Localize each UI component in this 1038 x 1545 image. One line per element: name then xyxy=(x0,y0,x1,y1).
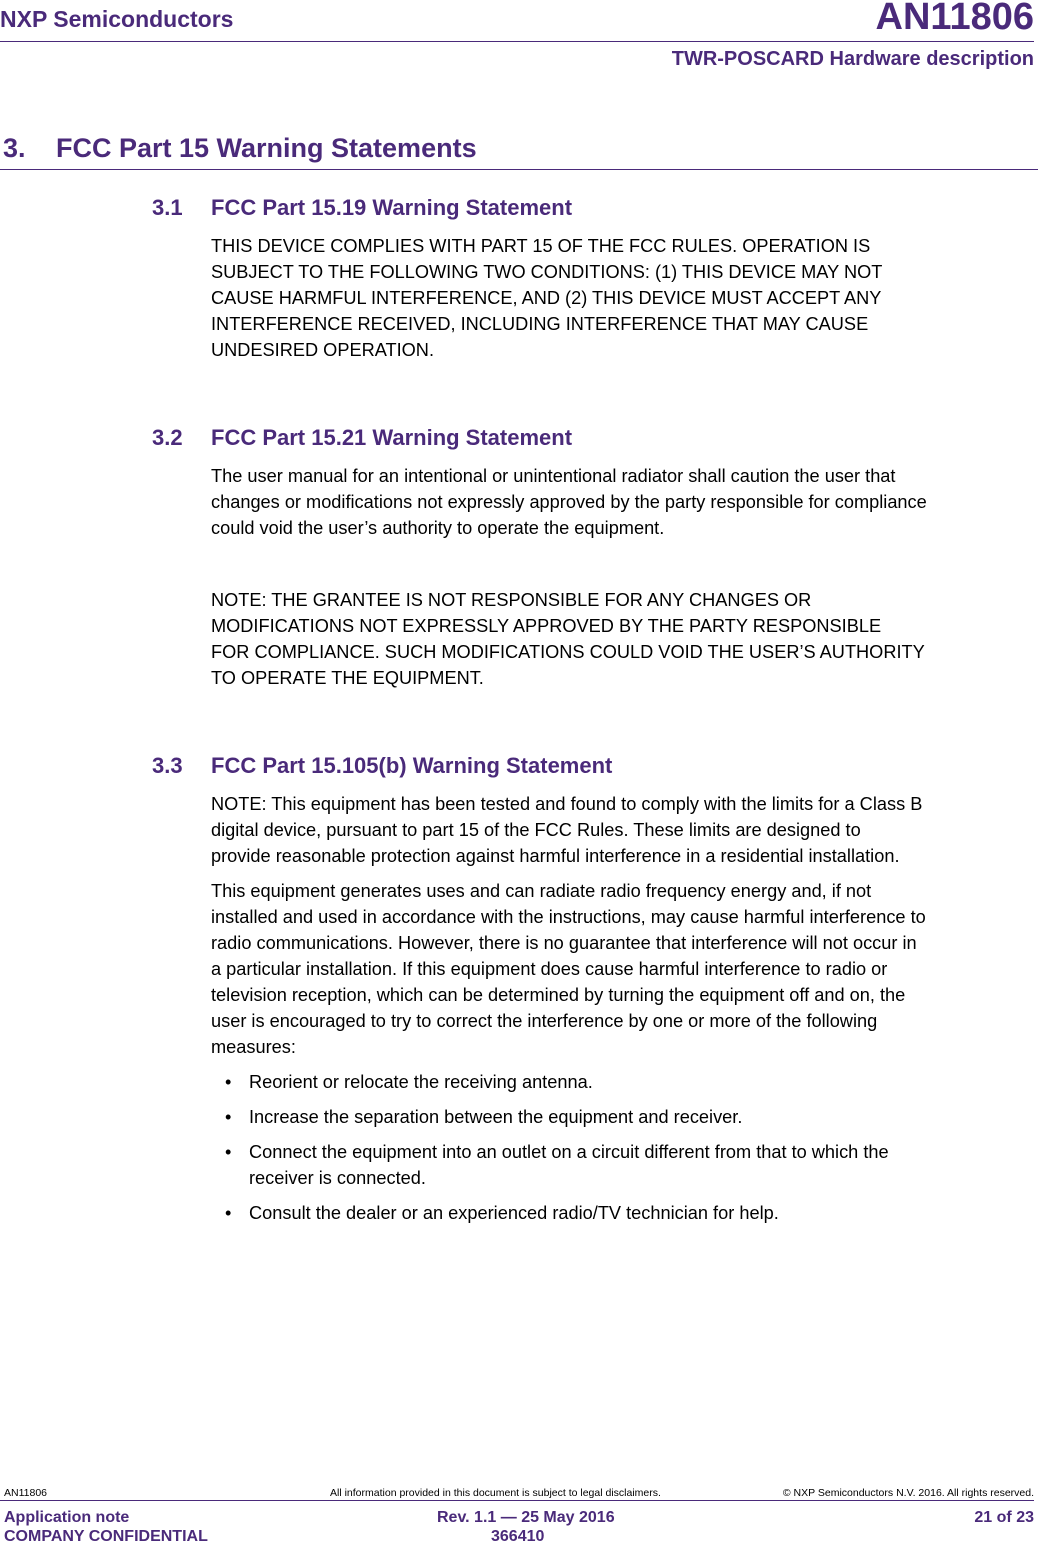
list-item-text: Connect the equipment into an outlet on a circuit different from that to which the xyxy=(249,1142,889,1162)
text-line: NOTE: THE GRANTEE IS NOT RESPONSIBLE FOR ANY CHANGES OR xyxy=(211,590,812,610)
subsection-title: FCC Part 15.21 Warning Statement xyxy=(211,425,573,450)
bullet-icon: • xyxy=(225,1142,232,1162)
subsection-title: FCC Part 15.19 Warning Statement xyxy=(211,195,573,220)
section-heading xyxy=(3,133,477,164)
section-title: FCC Part 15 Warning Statements xyxy=(56,133,477,163)
footer-doc-id: AN11806 xyxy=(4,1487,48,1499)
text-line: changes or modifications not expressly approved by the party responsible for compliance xyxy=(211,492,927,512)
list-item xyxy=(211,1200,1037,1226)
text-line: FOR COMPLIANCE. SUCH MODIFICATIONS COULD VOID THE USER’S AUTHORITY xyxy=(211,642,925,662)
fcc-15-19-statement xyxy=(211,233,1037,363)
text-line: INTERFERENCE RECEIVED, INCLUDING INTERFERENCE THAT MAY CAUSE xyxy=(211,314,869,334)
section-divider xyxy=(0,169,1038,170)
text-line: NOTE: This equipment has been tested and found to comply with the limits for a Class B xyxy=(211,794,923,814)
footer-copyright: © NXP Semiconductors N.V. 2016. All rights reserved. xyxy=(782,1487,1034,1499)
footer-page-number: 21 of 23 xyxy=(974,1509,1034,1526)
subsection-number: 3.2 xyxy=(152,425,183,450)
subsection-title: FCC Part 15.105(b) Warning Statement xyxy=(211,753,613,778)
subsection-number: 3.3 xyxy=(152,753,183,778)
text-line: installed and used in accordance with the instructions, may cause harmful interference to xyxy=(211,907,926,927)
list-item xyxy=(211,1104,1037,1130)
footer-confidentiality: COMPANY CONFIDENTIAL xyxy=(4,1528,208,1545)
measures-list xyxy=(211,1069,1037,1235)
list-item xyxy=(211,1069,1037,1095)
section-number: 3. xyxy=(3,133,26,163)
footer-disclaimer: All information provided in this document is subject to legal disclaimers. xyxy=(330,1487,661,1499)
text-line: MODIFICATIONS NOT EXPRESSLY APPROVED BY THE PARTY RESPONSIBLE xyxy=(211,616,882,636)
text-line: TO OPERATE THE EQUIPMENT. xyxy=(211,668,484,688)
bullet-icon: • xyxy=(225,1203,232,1223)
text-line: could void the user’s authority to operate the equipment. xyxy=(211,518,665,538)
list-item-text: Consult the dealer or an experienced radio/TV technician for help. xyxy=(249,1203,779,1223)
text-line: UNDESIRED OPERATION. xyxy=(211,340,434,360)
fcc-15-105b-paragraph xyxy=(211,878,1037,1060)
footer-doc-code: 366410 xyxy=(491,1528,545,1545)
text-line: radio communications. However, there is no guarantee that interference will not occur in xyxy=(211,933,917,953)
text-line: television reception, which can be determined by turning the equipment off and on, the xyxy=(211,985,906,1005)
fcc-15-21-statement xyxy=(211,463,1037,541)
header-doc-number: AN11806 xyxy=(875,0,1034,38)
text-line: digital device, pursuant to part 15 of the FCC Rules. These limits are designed to xyxy=(211,820,861,840)
text-line: user is encouraged to try to correct the interference by one or more of the following xyxy=(211,1011,878,1031)
list-item-text: receiver is connected. xyxy=(249,1168,426,1188)
header-divider xyxy=(0,41,1034,42)
header-doc-title: TWR-POSCARD Hardware description xyxy=(671,48,1034,70)
list-item-text: Reorient or relocate the receiving antenna. xyxy=(249,1072,593,1092)
header-company: NXP Semiconductors xyxy=(0,6,234,32)
fcc-15-105b-note xyxy=(211,791,1037,869)
text-line: THIS DEVICE COMPLIES WITH PART 15 OF THE FCC RULES. OPERATION IS xyxy=(211,236,871,256)
text-line: provide reasonable protection against harmful interference in a residential installation. xyxy=(211,846,900,866)
subsection-number: 3.1 xyxy=(152,195,183,220)
subsection-heading-3-1 xyxy=(152,195,572,221)
fcc-15-21-note xyxy=(211,587,1037,691)
bullet-icon: • xyxy=(225,1107,232,1127)
text-line: This equipment generates uses and can radiate radio frequency energy and, if not xyxy=(211,881,872,901)
text-line: measures: xyxy=(211,1037,296,1057)
list-item xyxy=(211,1139,1037,1191)
text-line: The user manual for an intentional or unintentional radiator shall caution the user that xyxy=(211,466,896,486)
subsection-heading-3-2 xyxy=(152,425,572,451)
list-item-text: Increase the separation between the equipment and receiver. xyxy=(249,1107,743,1127)
subsection-heading-3-3 xyxy=(152,753,612,779)
text-line: a particular installation. If this equipment does cause harmful interference to radio or xyxy=(211,959,888,979)
footer-doc-type: Application note xyxy=(4,1509,130,1526)
text-line: CAUSE HARMFUL INTERFERENCE, AND (2) THIS DEVICE MUST ACCEPT ANY xyxy=(211,288,882,308)
footer-divider xyxy=(0,1500,1034,1501)
bullet-icon: • xyxy=(225,1072,232,1092)
text-line: SUBJECT TO THE FOLLOWING TWO CONDITIONS: (1) THIS DEVICE MAY NOT xyxy=(211,262,883,282)
footer-revision: Rev. 1.1 — 25 May 2016 xyxy=(437,1509,615,1526)
